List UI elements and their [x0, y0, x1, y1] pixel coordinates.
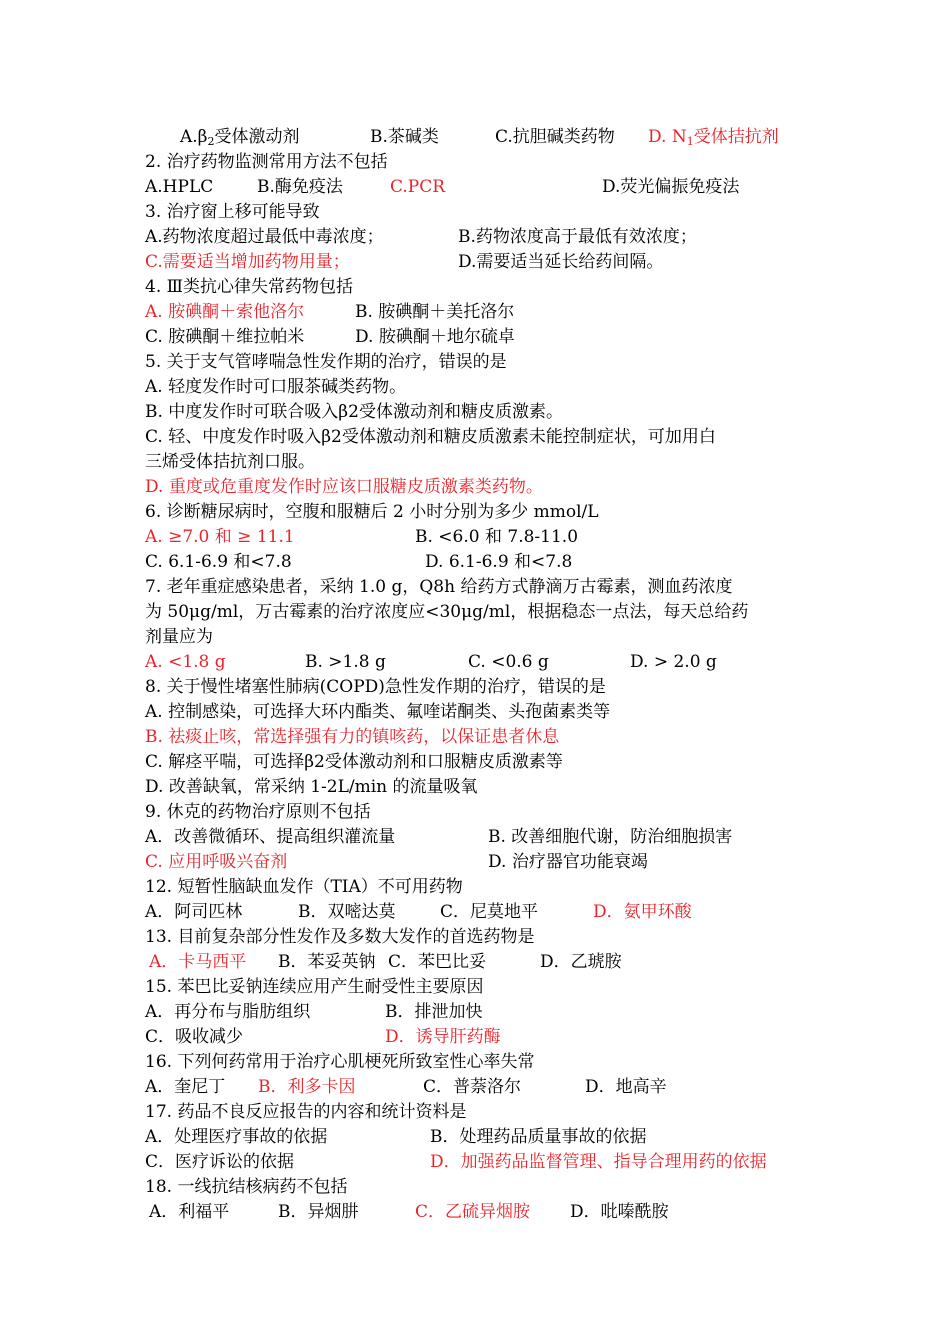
text-segment: [430, 1125, 647, 1150]
text-segment: [145, 500, 599, 525]
answer-option: [430, 1150, 767, 1175]
text-segment: [145, 925, 534, 950]
segment-text: B．处理药品质量事故的依据: [430, 1127, 647, 1147]
text-segment: [305, 650, 386, 675]
text-segment: [278, 950, 376, 975]
text-segment: [145, 225, 384, 250]
text-segment: [145, 350, 507, 375]
text-segment: [355, 325, 515, 350]
answer-option: [385, 1025, 501, 1050]
segment-text: 6. 诊断糖尿病时，空腹和服糖后 2 小时分别为多少 mmol/L: [145, 502, 599, 522]
text-segment: [145, 875, 463, 900]
segment-text: A．改善微循环、提高组织灌流量: [145, 827, 396, 847]
segment-text: B. >1.8 g: [305, 652, 386, 672]
segment-text: 9. 休克的药物治疗原则不包括: [145, 802, 371, 822]
segment-text: 3. 治疗窗上移可能导致: [145, 202, 320, 222]
answer-option: [593, 900, 692, 925]
answer-option: [648, 125, 779, 154]
text-segment: [468, 650, 549, 675]
text-segment: [298, 900, 396, 925]
segment-text: 16. 下列何药常用于治疗心肌梗死所致室性心率失常: [145, 1052, 535, 1072]
answer-option: [149, 950, 246, 975]
segment-text: B．异烟肼: [278, 1202, 359, 1222]
answer-option: [390, 175, 445, 200]
text-segment: [388, 950, 486, 975]
text-segment: [415, 525, 578, 550]
text-segment: [145, 1150, 294, 1175]
segment-text: D．氨甲环酸: [593, 902, 692, 922]
segment-text: B．排泄加快: [385, 1002, 483, 1022]
segment-text: C. 6.1-6.9 和<7.8: [145, 552, 292, 572]
text-segment: [145, 775, 478, 800]
segment-text: A．利福平: [149, 1202, 230, 1222]
segment-text: C．苯巴比妥: [388, 952, 487, 972]
segment-text: A．处理医疗事故的依据: [145, 1127, 328, 1147]
answer-option: [145, 725, 559, 750]
segment-text: D．地高辛: [585, 1077, 667, 1097]
segment-text: B. 中度发作时可联合吸入β2受体激动剂和糖皮质激素。: [145, 402, 563, 422]
text-segment: [145, 575, 732, 600]
text-segment: [145, 1025, 243, 1050]
text-segment: [145, 175, 213, 200]
segment-text: D．诱导肝药酶: [385, 1027, 501, 1047]
text-segment: [145, 600, 748, 625]
answer-option: [145, 525, 295, 550]
segment-text: A．卡马西平: [149, 952, 247, 972]
text-segment: [145, 900, 242, 925]
segment-text: 8. 关于慢性堵塞性肺病(COPD)急性发作期的治疗，错误的是: [145, 677, 606, 697]
text-segment: [630, 650, 717, 675]
segment-text: D．加强药品监督管理、指导合理用药的依据: [430, 1152, 767, 1172]
text-segment: [370, 125, 439, 150]
segment-text: D. 胺碘酮＋地尔硫卓: [355, 327, 515, 347]
segment-text-tail: 受体激动剂: [214, 127, 300, 147]
text-segment: [145, 325, 304, 350]
segment-text-tail: 受体拮抗剂: [693, 127, 779, 147]
text-segment: [145, 1100, 466, 1125]
segment-text: D. > 2.0 g: [630, 652, 717, 672]
segment-text: C．乙硫异烟胺: [415, 1202, 531, 1222]
text-segment: [145, 1075, 225, 1100]
text-segment: [425, 550, 572, 575]
text-segment: [145, 400, 563, 425]
segment-text: A. ≥7.0 和 ≥ 11.1: [145, 527, 295, 547]
answer-option: [145, 850, 287, 875]
segment-text: B．双嘧达莫: [298, 902, 396, 922]
text-segment: [145, 200, 320, 225]
segment-text: 7. 老年重症感染患者，采纳 1.0 g，Q8h 给药方式静滴万古霉素，测血药浓度: [145, 577, 733, 597]
segment-text: C．普萘洛尔: [423, 1077, 522, 1097]
segment-text: 4. Ⅲ类抗心律失常药物包括: [145, 277, 354, 297]
segment-text: A. 胺碘酮＋索他洛尔: [145, 302, 305, 322]
segment-text: B. 改善细胞代谢，防治细胞损害: [488, 827, 733, 847]
answer-option: [145, 300, 304, 325]
segment-text: C. 应用呼吸兴奋剂: [145, 852, 288, 872]
segment-text: B. 胺碘酮＋美托洛尔: [355, 302, 515, 322]
segment-text: C. 轻、中度发作时吸入β2受体激动剂和糖皮质激素未能控制症状，可加用白: [145, 427, 716, 447]
text-segment: [257, 175, 343, 200]
text-segment: [145, 450, 315, 475]
text-segment: [145, 1000, 310, 1025]
segment-text: C. 解痉平喘，可选择β2受体激动剂和口服糖皮质激素等: [145, 752, 563, 772]
text-segment: [585, 1075, 667, 1100]
answer-option: [145, 650, 226, 675]
segment-text: D．吡嗪酰胺: [570, 1202, 669, 1222]
segment-text: B. 祛痰止咳，常选择强有力的镇咳药，以保证患者休息: [145, 727, 560, 747]
text-segment: [145, 825, 395, 850]
segment-text: B.酶免疫法: [257, 177, 343, 197]
segment-text: 17. 药品不良反应报告的内容和统计资料是: [145, 1102, 467, 1122]
segment-text: D. 重度或危重度发作时应该口服糖皮质激素类药物。: [145, 477, 543, 497]
text-segment: [149, 1200, 229, 1225]
segment-text: A.药物浓度超过最低中毒浓度；: [145, 227, 384, 247]
text-segment: [145, 1175, 347, 1200]
segment-text: D. 改善缺氧，常采纳 1-2L/min 的流量吸氧: [145, 777, 478, 797]
segment-text: A. 控制感染，可选择大环内酯类、氟喹诺酮类、头孢菌素类等: [145, 702, 611, 722]
segment-text: B. <6.0 和 7.8-11.0: [415, 527, 579, 547]
text-segment: [488, 850, 648, 875]
text-segment: [145, 625, 213, 650]
segment-text: C.抗胆碱类药物: [495, 127, 615, 147]
text-segment: [570, 1200, 669, 1225]
segment-text: 为 50μg/ml，万古霉素的治疗浓度应<30μg/ml，根据稳态一点法，每天总给药: [145, 602, 749, 622]
text-segment: [385, 1000, 483, 1025]
text-segment: [278, 1200, 359, 1225]
segment-text: D. 6.1-6.9 和<7.8: [425, 552, 573, 572]
text-segment: [145, 800, 371, 825]
text-segment: [145, 275, 353, 300]
segment-text: 13. 目前复杂部分性发作及多数大发作的首选药物是: [145, 927, 535, 947]
segment-text: A．奎尼丁: [145, 1077, 226, 1097]
text-segment: [495, 125, 615, 150]
answer-option: [415, 1200, 530, 1225]
segment-text: 15. 苯巴比妥钠连续应用产生耐受性主要原因: [145, 977, 484, 997]
segment-text: A.HPLC: [145, 177, 214, 197]
segment-text: 5. 关于支气管哮喘急性发作期的治疗，错误的是: [145, 352, 507, 372]
subscript: 2: [207, 135, 215, 148]
text-segment: [145, 750, 563, 775]
text-segment: [602, 175, 739, 200]
text-segment: [423, 1075, 521, 1100]
text-segment: [458, 250, 663, 275]
segment-text: A．再分布与脂肪组织: [145, 1002, 311, 1022]
text-segment: [145, 1050, 534, 1075]
text-segment: [145, 150, 388, 175]
text-segment: [540, 950, 622, 975]
text-segment: [145, 425, 716, 450]
text-segment: [355, 300, 514, 325]
segment-text: C．医疗诉讼的依据: [145, 1152, 295, 1172]
segment-text: D. 治疗器官功能衰竭: [488, 852, 648, 872]
segment-text: A．阿司匹林: [145, 902, 243, 922]
segment-text: C．吸收减少: [145, 1027, 244, 1047]
segment-text: B．利多卡因: [258, 1077, 356, 1097]
segment-text: 2. 治疗药物监测常用方法不包括: [145, 152, 388, 172]
text-segment: [488, 825, 732, 850]
segment-text: 18. 一线抗结核病药不包括: [145, 1177, 348, 1197]
text-segment: [145, 675, 606, 700]
segment-text: C.PCR: [390, 177, 446, 197]
text-segment: [145, 700, 610, 725]
segment-text: B．苯妥英钠: [278, 952, 376, 972]
answer-option: [258, 1075, 356, 1100]
segment-text: 12. 短暂性脑缺血发作（TIA）不可用药物: [145, 877, 463, 897]
text-segment: [145, 1125, 327, 1150]
segment-text: C.需要适当增加药物用量；: [145, 252, 350, 272]
segment-text: C．尼莫地平: [440, 902, 539, 922]
segment-text: A. <1.8 g: [145, 652, 226, 672]
segment-text: A. 轻度发作时可口服茶碱类药物。: [145, 377, 407, 397]
segment-text: B.药物浓度高于最低有效浓度；: [458, 227, 697, 247]
answer-option: [145, 475, 543, 500]
segment-text: D.荧光偏振免疫法: [602, 177, 740, 197]
answer-option: [145, 250, 350, 275]
text-segment: [145, 975, 483, 1000]
segment-text: C. 胺碘酮＋维拉帕米: [145, 327, 305, 347]
segment-text: D.需要适当延长给药间隔。: [458, 252, 664, 272]
segment-text: A.β: [180, 127, 208, 147]
segment-text: D. N: [648, 127, 687, 147]
text-segment: [145, 375, 406, 400]
segment-text: 三烯受体拮抗剂口服。: [145, 452, 315, 472]
segment-text: 剂量应为: [145, 627, 213, 647]
text-segment: [458, 225, 697, 250]
segment-text: D．乙琥胺: [540, 952, 622, 972]
subscript: 1: [686, 135, 694, 148]
segment-text: B.茶碱类: [370, 127, 439, 147]
segment-text: C. <0.6 g: [468, 652, 549, 672]
text-segment: [440, 900, 538, 925]
text-segment: [145, 550, 292, 575]
